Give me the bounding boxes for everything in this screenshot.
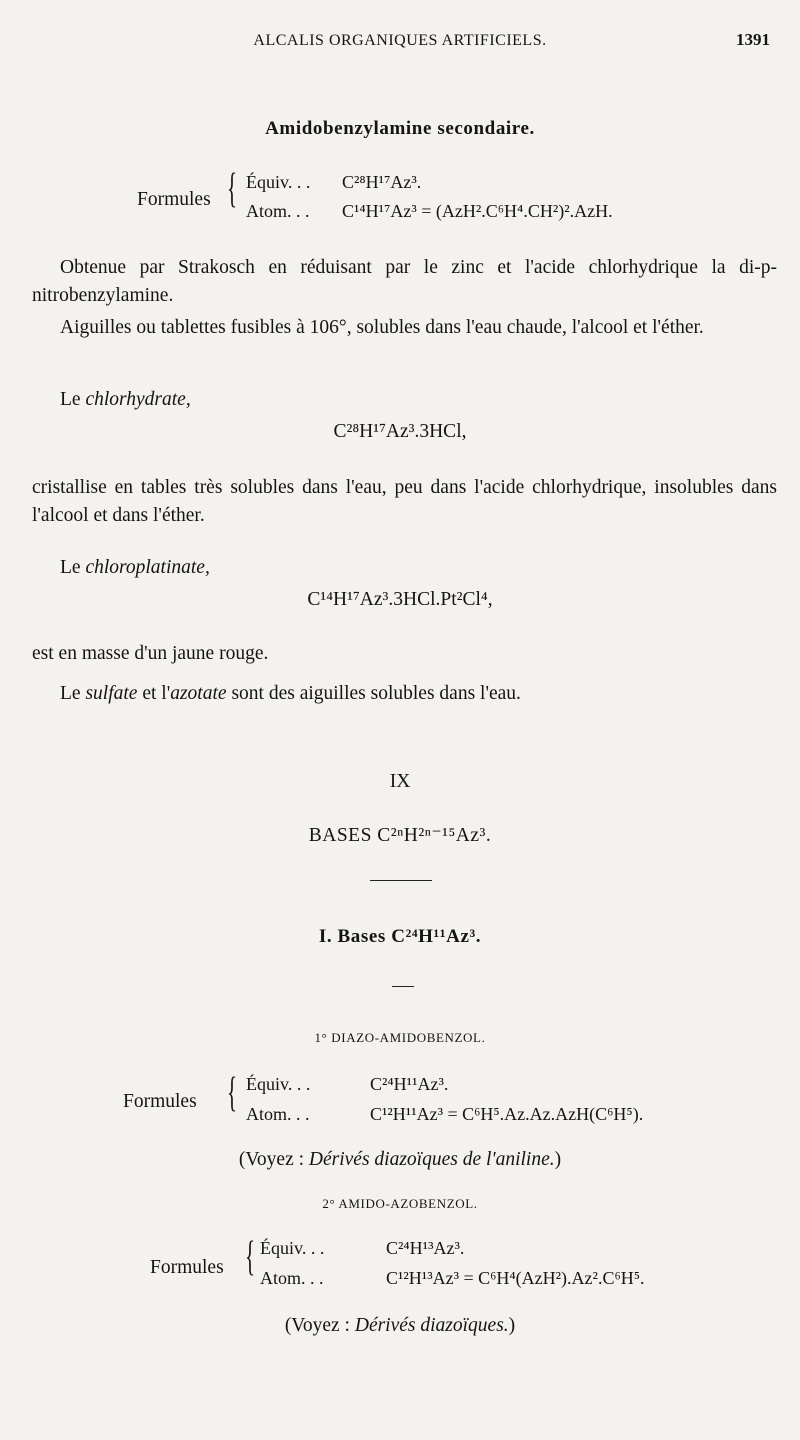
brace-icon: {: [245, 1234, 256, 1280]
chlorhydrate-prefix: Le: [60, 389, 86, 410]
voyez-suffix: ): [508, 1315, 516, 1336]
voyez-italic: Dérivés diazoïques.: [354, 1315, 509, 1336]
section-numeral: IX: [389, 771, 411, 792]
voyez-reference: [0, 1312, 800, 1340]
equiv-formula: C²⁴H¹¹Az³.: [370, 1074, 449, 1094]
atom-label: Atom. . .: [246, 1104, 310, 1124]
section-title-amidobenzylamine: Amidobenzylamine secondaire.: [265, 118, 535, 139]
voyez-reference: [0, 1146, 800, 1174]
chlorhydrate-word: chlorhydrate,: [85, 389, 191, 410]
voyez-prefix: (Voyez :: [284, 1315, 355, 1336]
atom-formula: C¹²H¹³Az³ = C⁶H⁴(AzH²).Az².C⁶H⁵.: [386, 1268, 645, 1288]
section-title-bases: BASES C²ⁿH²ⁿ⁻¹⁵Az³.: [308, 825, 492, 846]
equiv-label: Équiv. . .: [260, 1238, 325, 1258]
heading-amido-azobenzol: 2° AMIDO-AZOBENZOL.: [322, 1196, 478, 1211]
sulfate-prefix: Le: [60, 683, 86, 704]
voyez-prefix: (Voyez :: [238, 1149, 309, 1170]
atom-formula: C¹²H¹¹Az³ = C⁶H⁵.Az.Az.AzH(C⁶H⁵).: [370, 1104, 644, 1124]
chloroplatinate-formula: C¹⁴H¹⁷Az³.3HCl.Pt²Cl⁴,: [307, 589, 493, 610]
formulas-label: Formules: [137, 189, 211, 210]
atom-label: Atom. . .: [246, 201, 310, 221]
voyez-suffix: ): [554, 1149, 562, 1170]
paragraph-sulfate-azotate: [60, 680, 521, 708]
equiv-formula: C²⁴H¹³Az³.: [386, 1238, 465, 1258]
voyez-italic: Dérivés diazoïques de l'aniline.: [308, 1149, 555, 1170]
chloroplatinate-prefix: Le: [60, 557, 86, 578]
formulas-label: Formules: [123, 1091, 197, 1112]
chloroplatinate-word: chloroplatinate,: [85, 557, 210, 578]
chloroplatinate-intro: [60, 554, 210, 582]
formulas-label: Formules: [150, 1257, 224, 1278]
paragraph-obtenue: Obtenue par Strakosch en réduisant par le zinc et l'acide chlorhydrique la di-p-nitrobenzylamine.: [32, 257, 777, 306]
sulfate-suffix: sont des aiguilles solubles dans l'eau.: [226, 683, 521, 704]
azotate-word: azotate: [170, 683, 227, 704]
chlorhydrate-formula: C²⁸H¹⁷Az³.3HCl,: [333, 421, 467, 442]
brace-icon: {: [227, 166, 238, 212]
equiv-label: Équiv. . .: [246, 172, 311, 192]
brace-icon: {: [227, 1070, 238, 1116]
atom-formula: C¹⁴H¹⁷Az³ = (AzH².C⁶H⁴.CH²)².AzH.: [342, 201, 613, 221]
atom-label: Atom. . .: [260, 1268, 324, 1288]
paragraph-aiguilles: Aiguilles ou tablettes fusibles à 106°, solubles dans l'eau chaude, l'alcool et l'éther.: [60, 317, 704, 338]
divider-rule: [370, 880, 432, 881]
equiv-label: Équiv. . .: [246, 1074, 311, 1094]
heading-diazo-amidobenzol: 1° DIAZO-AMIDOBENZOL.: [314, 1030, 486, 1045]
paragraph-jaune-rouge: est en masse d'un jaune rouge.: [32, 643, 269, 664]
divider-rule-short: [392, 986, 414, 987]
sulfate-mid: et l': [137, 683, 171, 704]
running-title: ALCALIS ORGANIQUES ARTIFICIELS.: [253, 32, 547, 49]
page-number: 1391: [736, 30, 770, 49]
paragraph-cristallise: cristallise en tables très solubles dans l'eau, peu dans l'acide chlorhydrique, insolubles dans l'alcool et dans l'éther.: [32, 477, 777, 526]
sulfate-word: sulfate: [85, 683, 138, 704]
chlorhydrate-intro: [60, 386, 191, 414]
equiv-formula: C²⁸H¹⁷Az³.: [342, 172, 422, 192]
subsection-title-bases: I. Bases C²⁴H¹¹Az³.: [318, 926, 482, 947]
